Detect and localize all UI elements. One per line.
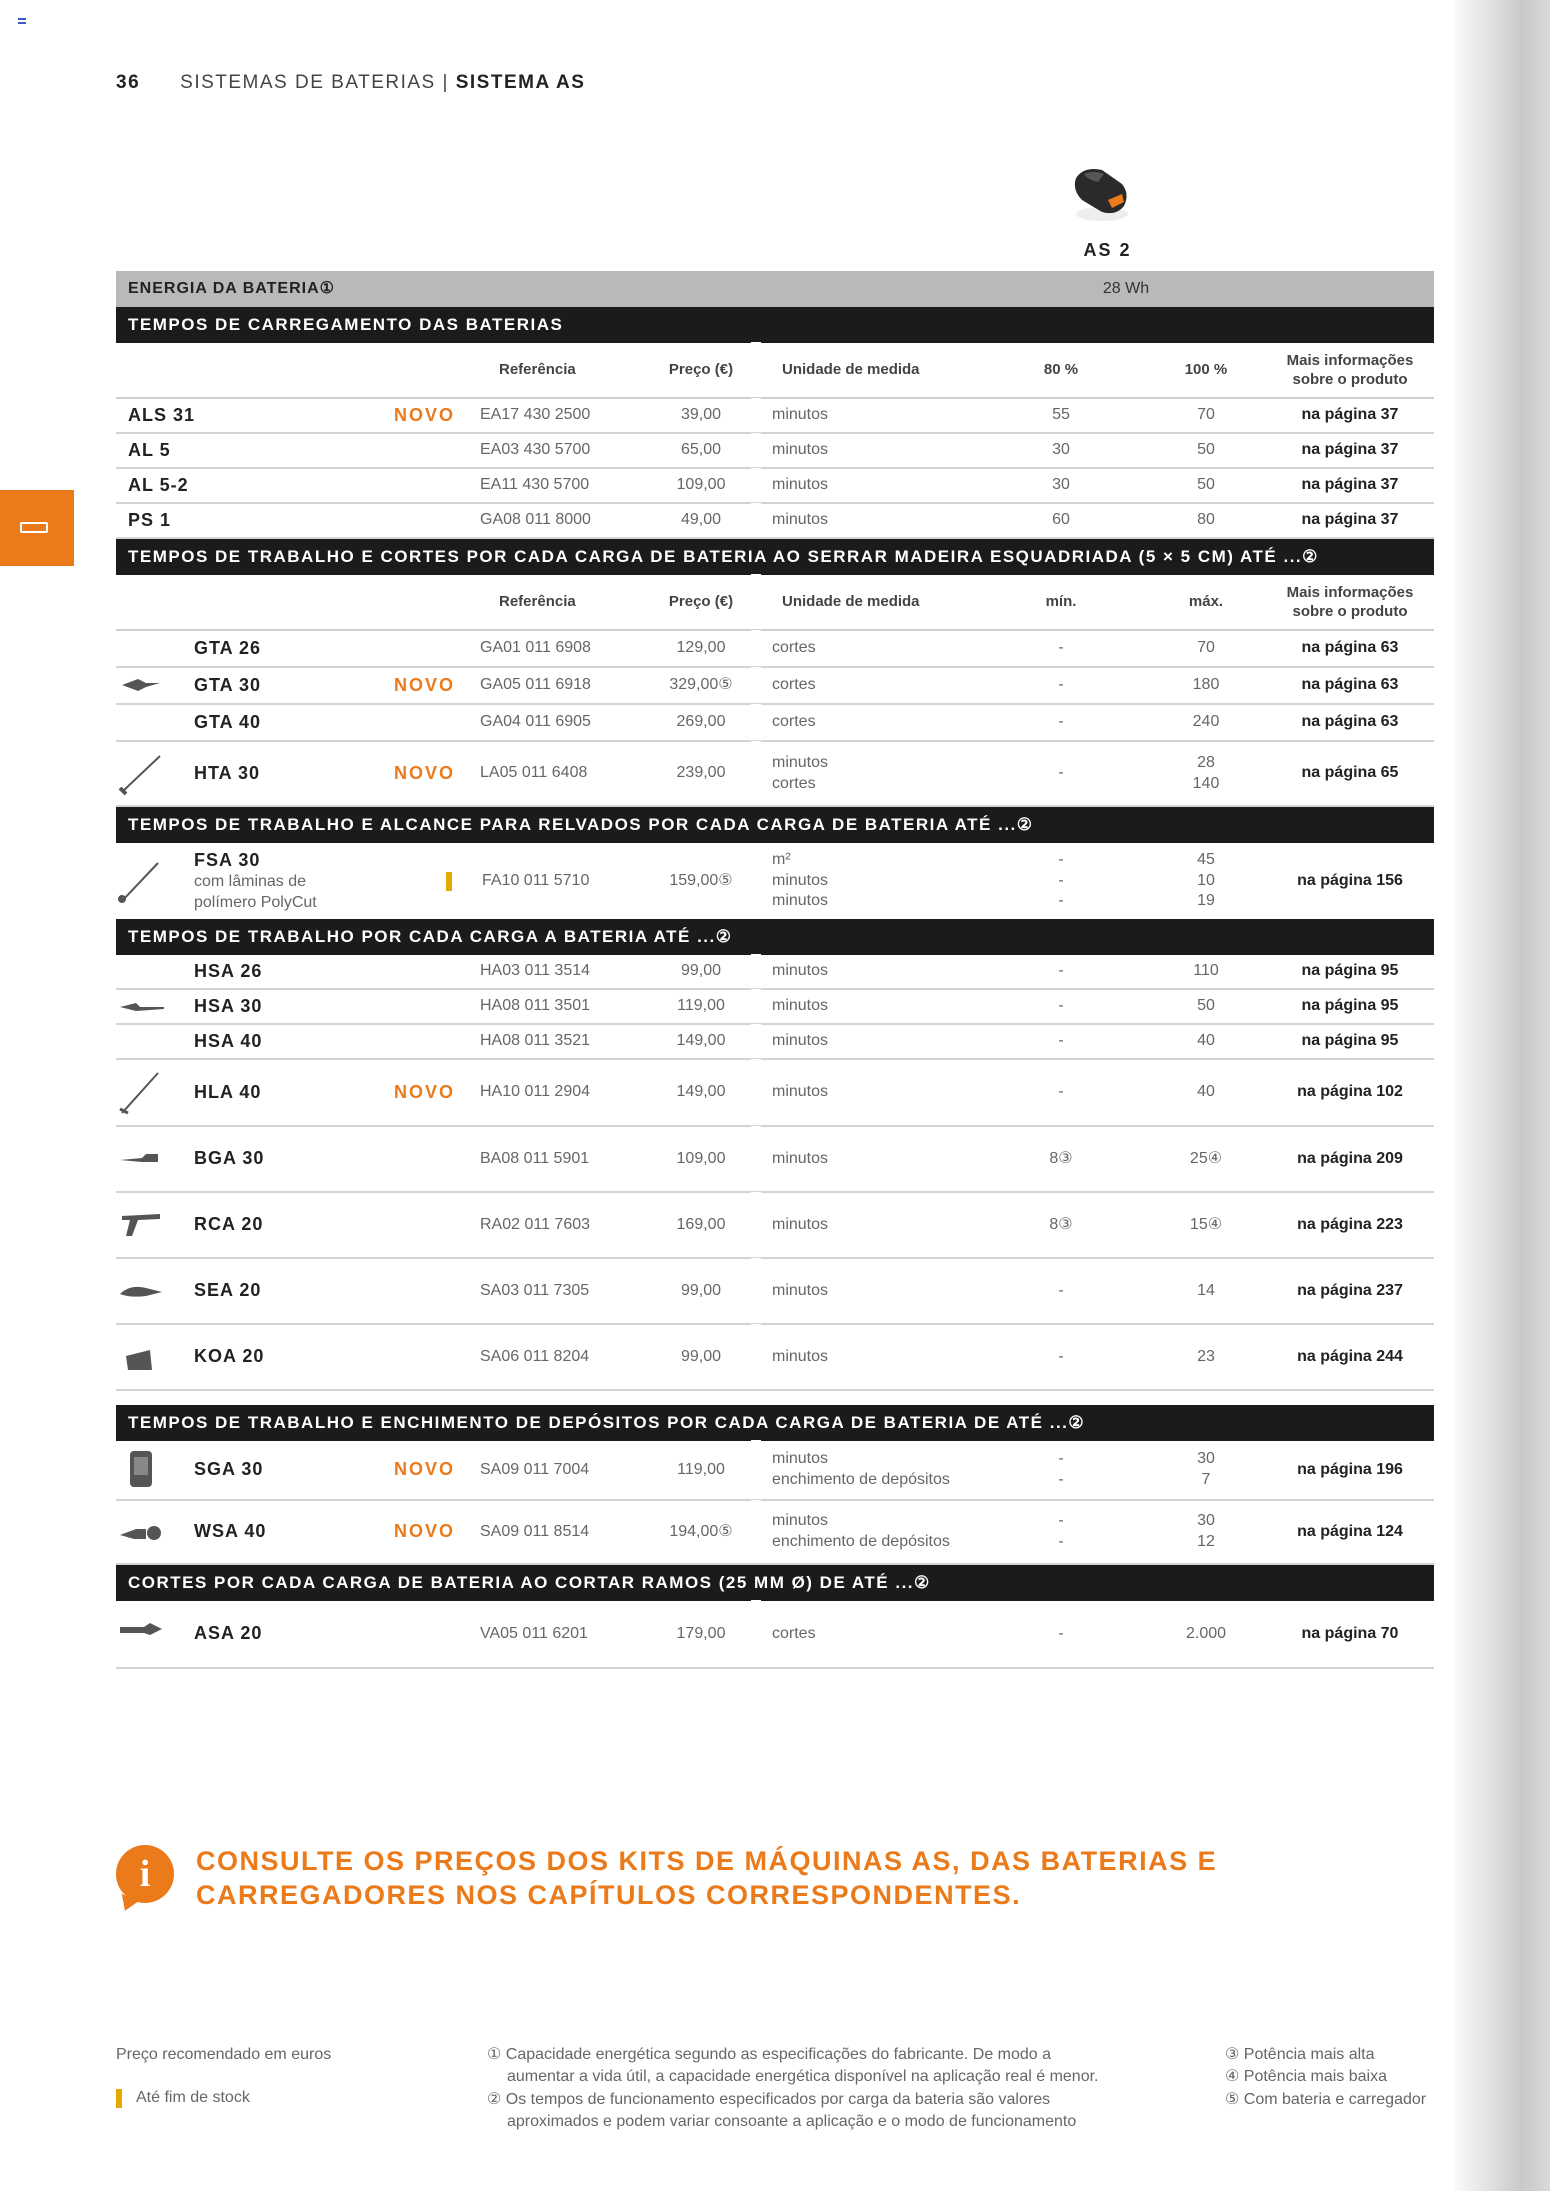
header-subsection: SISTEMA AS (455, 72, 586, 93)
col-more-line1: Mais informações (1286, 583, 1414, 601)
value-a: - (1058, 1281, 1064, 1299)
unit-line: cortes (772, 774, 816, 792)
product-subtitle: com lâminas de (194, 872, 307, 890)
page-number: 36 (116, 72, 141, 93)
value-a (1016, 843, 1106, 919)
product-name: HSA 40 (194, 1030, 263, 1051)
table-row (116, 990, 1434, 1025)
value-a: - (1058, 1347, 1064, 1365)
value-a: 60 (1052, 511, 1070, 529)
col-unit: Unidade de medida (782, 593, 920, 611)
price: 239,00 (676, 764, 726, 782)
page-link[interactable]: na página 95 (1301, 1032, 1399, 1050)
grass-trimmer-icon (116, 857, 164, 905)
info-icon: i (116, 1845, 174, 1903)
value-b: 240 (1192, 713, 1220, 731)
price: 99,00 (680, 1281, 722, 1299)
reference: FA10 011 5710 (482, 871, 590, 889)
energy-value: 28 Wh (1102, 279, 1150, 297)
value-b: 50 (1197, 997, 1215, 1015)
garden-pruner-icon (116, 1607, 164, 1655)
new-badge: NOVO (394, 674, 456, 695)
product-name: HSA 26 (194, 960, 263, 981)
unit (772, 843, 828, 919)
unit-line: enchimento de depósitos (772, 1533, 950, 1550)
value-b: 110 (1193, 962, 1219, 980)
numbered-footnotes (487, 2044, 1187, 2134)
value-a: 30 (1052, 441, 1070, 459)
value-line: 140 (1192, 774, 1220, 792)
battery-as2-image (1068, 160, 1134, 226)
col-ref: Referência (499, 593, 576, 611)
energy-label: ENERGIA DA BATERIA① (128, 279, 335, 297)
col-80: 80 % (1043, 361, 1079, 379)
col-100: 100 % (1184, 361, 1228, 379)
unit: minutos (772, 406, 829, 424)
hsa-group (116, 955, 1434, 1060)
price: 194,00⑤ (669, 1522, 733, 1540)
value-line: 30 (1197, 1450, 1215, 1468)
new-badge: NOVO (394, 1521, 456, 1542)
value-b: 50 (1197, 441, 1215, 459)
long-reach-hedge-trimmer-icon (116, 1069, 164, 1117)
table-row (116, 469, 1434, 504)
unit: cortes (772, 1624, 816, 1642)
value-a: - (1058, 676, 1064, 694)
reference: RA02 011 7603 (480, 1215, 591, 1233)
value-a: 8③ (1049, 1215, 1073, 1233)
unit: minutos (772, 1347, 829, 1365)
page-link[interactable]: na página 102 (1297, 1083, 1403, 1101)
reference: HA08 011 3521 (480, 1032, 591, 1050)
reference: EA17 430 2500 (480, 406, 591, 424)
reference: GA08 011 8000 (480, 511, 591, 529)
value-b: 70 (1197, 406, 1215, 424)
stock-marker (446, 843, 452, 919)
table-row (116, 504, 1434, 539)
price: 149,00 (676, 1032, 726, 1050)
battery-table (116, 271, 1434, 1669)
unit: minutos (772, 441, 829, 459)
energy-row (116, 271, 1434, 307)
reference: SA09 011 7004 (480, 1460, 590, 1478)
footnote-line: ⑤ Com bateria e carregador (1225, 2090, 1427, 2108)
stock-footnote-text: Até fim de stock (136, 2089, 250, 2106)
page-link[interactable]: na página 70 (1301, 1624, 1399, 1642)
price: 269,00 (676, 713, 726, 731)
new-badge: NOVO (394, 1081, 456, 1102)
table-row (116, 955, 1434, 990)
unit (772, 1441, 950, 1499)
blower-icon (116, 1136, 164, 1184)
battery-label: AS 2 (1083, 240, 1132, 260)
section-bar: TEMPOS DE TRABALHO E CORTES POR CADA CARGA DE BATERIA AO SERRAR MADEIRA ESQUADRIADA (5 × 5 CM) ATÉ ...② (116, 539, 1434, 575)
product-name: BGA 30 (194, 1148, 265, 1169)
table-row (116, 1193, 1434, 1259)
page-link[interactable]: na página 95 (1301, 997, 1399, 1015)
unit-line: minutos (772, 1512, 829, 1530)
unit: minutos (772, 1149, 829, 1167)
product-name: SEA 20 (194, 1280, 262, 1301)
page-header (116, 72, 585, 94)
value-b: 50 (1197, 476, 1215, 494)
footnote-line: ① Capacidade energética segundo as especificações do fabricante. De modo a (487, 2046, 1052, 2063)
product-name: HTA 30 (194, 762, 261, 783)
unit-line: enchimento de depósitos (772, 1471, 950, 1488)
col-max: máx. (1188, 593, 1224, 611)
col-ref: Referência (499, 361, 576, 379)
page-link[interactable]: na página 65 (1301, 764, 1399, 782)
value-a: 55 (1052, 406, 1070, 424)
value-line: 12 (1197, 1533, 1215, 1550)
page-link[interactable]: na página 223 (1297, 1215, 1403, 1233)
page-link[interactable]: na página 95 (1301, 962, 1399, 980)
value-a: 30 (1052, 476, 1070, 494)
value-line: 45 (1197, 850, 1215, 868)
page-link[interactable]: na página 237 (1297, 1281, 1403, 1299)
reference: GA05 011 6918 (480, 676, 591, 694)
value-line: - (1058, 1533, 1064, 1550)
product-name-block (194, 843, 317, 919)
unit: cortes (772, 713, 816, 731)
footnote-line: ④ Potência mais baixa (1225, 2068, 1387, 2086)
price: 39,00 (680, 406, 722, 424)
product-name: ALS 31 (128, 404, 196, 425)
value-a: - (1058, 639, 1064, 657)
col-more (1266, 575, 1434, 629)
section-bar: TEMPOS DE TRABALHO POR CADA CARGA A BATERIA ATÉ ...② (116, 919, 1434, 955)
reference: EA03 430 5700 (480, 441, 591, 459)
unit-line: minutos (772, 871, 829, 889)
unit: minutos (772, 1281, 829, 1299)
col-more-line2: sobre o produto (1292, 371, 1408, 388)
reference: SA09 011 8514 (480, 1522, 590, 1540)
product-name: WSA 40 (194, 1521, 267, 1542)
product-name: PS 1 (128, 509, 172, 530)
page-link[interactable]: na página 63 (1301, 713, 1399, 731)
pressure-washer-icon (116, 1509, 164, 1557)
table-row (116, 1060, 1434, 1127)
table-row (116, 1259, 1434, 1325)
page-link[interactable]: na página 37 (1301, 476, 1399, 494)
value-line: 28 (1197, 753, 1215, 771)
price: 149,00 (676, 1083, 726, 1101)
value-b (1156, 742, 1256, 805)
col-unit: Unidade de medida (782, 361, 920, 379)
value-b: 15④ (1189, 1215, 1223, 1233)
value-b: 2.000 (1185, 1624, 1227, 1642)
value-a: 8③ (1049, 1149, 1073, 1167)
page-link[interactable]: na página 63 (1301, 676, 1399, 694)
price: 179,00 (676, 1624, 726, 1642)
value-a: - (1058, 713, 1064, 731)
page-link[interactable]: na página 209 (1297, 1149, 1403, 1167)
page-link[interactable]: na página 156 (1297, 871, 1403, 889)
unit-line: m² (772, 850, 791, 868)
value-line: - (1058, 892, 1064, 910)
footnote-line: ② Os tempos de funcionamento especificados por carga da bateria são valores (487, 2090, 1051, 2108)
product-name: AL 5 (128, 439, 171, 460)
col-min: mín. (1045, 593, 1077, 611)
col-more-line1: Mais informações (1286, 351, 1414, 369)
price: 49,00 (680, 511, 722, 529)
battery-icon (20, 522, 48, 533)
product-name: GTA 30 (194, 674, 262, 695)
value-line: 30 (1197, 1512, 1215, 1530)
value-a: - (1058, 1083, 1064, 1101)
reference: SA06 011 8204 (480, 1347, 590, 1365)
unit: minutos (772, 997, 829, 1015)
table-row (116, 399, 1434, 434)
price: 119,00 (677, 997, 725, 1015)
footnote-line: ③ Potência mais alta (1225, 2046, 1375, 2063)
col-price: Preço (€) (668, 361, 734, 379)
page-link[interactable]: na página 37 (1301, 511, 1399, 529)
table-row (116, 843, 1434, 919)
page-edge-shadow (1455, 0, 1550, 2191)
menu-icon[interactable] (18, 18, 26, 24)
product-name: HSA 30 (194, 995, 263, 1016)
value-line: - (1058, 850, 1064, 868)
product-name: HLA 40 (194, 1081, 262, 1102)
page-link[interactable]: na página 124 (1297, 1522, 1403, 1540)
col-more (1266, 343, 1434, 397)
reference: SA03 011 7305 (480, 1281, 590, 1299)
handheld-vacuum-icon (116, 1268, 164, 1316)
stock-footnote (116, 2087, 250, 2109)
price: 129,00 (676, 639, 726, 657)
table-row (116, 742, 1434, 807)
reference: GA04 011 6905 (480, 713, 591, 731)
pole-pruner-icon (116, 750, 164, 798)
unit (772, 1501, 950, 1563)
exclamation-icon (446, 872, 452, 891)
footnote-line: aumentar a vida útil, a capacidade energética disponível na aplicação real é menor. (507, 2068, 1099, 2086)
value-b: 40 (1197, 1083, 1215, 1101)
col-more-line2: sobre o produto (1292, 603, 1408, 620)
section-bar: TEMPOS DE TRABALHO E ENCHIMENTO DE DEPÓSITOS POR CADA CARGA DE BATERIA DE ATÉ ...② (116, 1405, 1434, 1441)
unit: minutos (772, 1083, 829, 1101)
table-row (116, 631, 1434, 668)
new-badge: NOVO (394, 762, 456, 783)
value-a: - (1058, 764, 1064, 782)
reference: GA01 011 6908 (480, 639, 591, 657)
value-a: - (1058, 1624, 1064, 1642)
section-bar: TEMPOS DE TRABALHO E ALCANCE PARA RELVADOS POR CADA CARGA DE BATERIA ATÉ ...② (116, 807, 1434, 843)
reference: BA08 011 5901 (480, 1149, 590, 1167)
value-b: 25④ (1189, 1149, 1223, 1167)
price: 99,00 (680, 962, 722, 980)
value-line: 19 (1197, 892, 1215, 910)
value-b: 70 (1197, 639, 1215, 657)
value-line: 7 (1201, 1471, 1211, 1488)
spacer (116, 1391, 1434, 1405)
power-footnotes (1225, 2044, 1465, 2111)
table-row (116, 668, 1434, 705)
value-b (1156, 1441, 1256, 1499)
price: 65,00 (680, 441, 722, 459)
value-a (1016, 1441, 1106, 1499)
value-b: 23 (1197, 1347, 1215, 1365)
price: 119,00 (677, 1460, 725, 1478)
value-b: 40 (1197, 1032, 1215, 1050)
price: 109,00 (676, 476, 726, 494)
reference: EA11 430 5700 (480, 476, 590, 494)
table-row (116, 1325, 1434, 1391)
product-name: GTA 26 (194, 637, 262, 658)
price: 169,00 (676, 1215, 726, 1233)
product-name: RCA 20 (194, 1214, 264, 1235)
table-row (116, 1501, 1434, 1565)
unit: minutos (772, 962, 829, 980)
product-name: FSA 30 (194, 849, 261, 870)
unit: minutos (772, 511, 829, 529)
unit: minutos (772, 1215, 829, 1233)
table-row (116, 705, 1434, 742)
new-badge: NOVO (394, 1459, 456, 1480)
section-bar: CORTES POR CADA CARGA DE BATERIA AO CORTAR RAMOS (25 MM Ø) DE ATÉ ...② (116, 1565, 1434, 1601)
reference: HA08 011 3501 (480, 997, 591, 1015)
value-b (1156, 843, 1256, 919)
price: 99,00 (680, 1347, 722, 1365)
value-a: - (1058, 962, 1064, 980)
table-row (116, 434, 1434, 469)
unit: cortes (772, 639, 816, 657)
unit: minutos (772, 1032, 829, 1050)
value-line: - (1058, 871, 1064, 889)
reference: HA10 011 2904 (480, 1083, 591, 1101)
value-line: - (1058, 1471, 1064, 1488)
unit-line: minutos (772, 753, 829, 771)
page-link[interactable]: na página 196 (1297, 1460, 1403, 1478)
value-a (1016, 1501, 1106, 1563)
section-bar: TEMPOS DE CARREGAMENTO DAS BATERIAS (116, 307, 1434, 343)
multi-tool-icon (116, 1334, 164, 1382)
value-a: - (1058, 997, 1064, 1015)
product-name: KOA 20 (194, 1346, 265, 1367)
sprayer-icon (116, 1447, 164, 1495)
value-a: - (1058, 1032, 1064, 1050)
footnote-line: aproximados e podem variar consoante a aplicação e o modo de funcionamento (507, 2113, 1077, 2131)
value-line: 10 (1197, 871, 1215, 889)
cleaning-lance-icon (116, 1202, 164, 1250)
gta-group (116, 631, 1434, 742)
unit-line: minutos (772, 1450, 829, 1468)
product-name: AL 5-2 (128, 474, 189, 495)
header-section: SISTEMAS DE BATERIAS | (180, 72, 456, 93)
unit-line: minutos (772, 892, 829, 910)
table-row (116, 1601, 1434, 1669)
table-row (116, 1025, 1434, 1060)
product-name: GTA 40 (194, 711, 262, 732)
product-name: SGA 30 (194, 1459, 264, 1480)
product-subtitle: polímero PolyCut (194, 893, 317, 911)
reference: VA05 011 6201 (480, 1624, 588, 1642)
unit: cortes (772, 676, 816, 694)
product-name: ASA 20 (194, 1623, 263, 1644)
price: 109,00 (676, 1149, 726, 1167)
value-b (1156, 1501, 1256, 1563)
value-line: - (1058, 1450, 1064, 1468)
reference: LA05 011 6408 (480, 764, 588, 782)
column-header-row (116, 575, 1434, 631)
value-b: 180 (1192, 676, 1220, 694)
page-link[interactable]: na página 37 (1301, 406, 1399, 424)
chapter-tab[interactable] (0, 490, 74, 566)
page-link[interactable]: na página 244 (1297, 1347, 1403, 1365)
value-b: 80 (1197, 511, 1215, 529)
column-header-row (116, 343, 1434, 399)
price: 159,00⑤ (669, 871, 733, 889)
col-price: Preço (€) (668, 593, 734, 611)
price-footnote: Preço recomendado em euros (116, 2046, 332, 2063)
table-row (116, 1127, 1434, 1193)
reference: HA03 011 3514 (480, 962, 591, 980)
new-badge: NOVO (394, 404, 456, 425)
info-callout (116, 1845, 1256, 1913)
unit (772, 742, 828, 805)
value-line: - (1058, 1512, 1064, 1530)
table-row (116, 1441, 1434, 1501)
info-text: CONSULTE OS PREÇOS DOS KITS DE MÁQUINAS AS, DAS BATERIAS E CARREGADORES NOS CAPÍTULOS CORRESPONDENTES. (196, 1846, 1218, 1910)
value-b: 14 (1197, 1281, 1215, 1299)
page-link[interactable]: na página 37 (1301, 441, 1399, 459)
unit: minutos (772, 476, 829, 494)
exclamation-icon (116, 2089, 122, 2108)
page-link[interactable]: na página 63 (1301, 639, 1399, 657)
price: 329,00⑤ (669, 676, 733, 694)
